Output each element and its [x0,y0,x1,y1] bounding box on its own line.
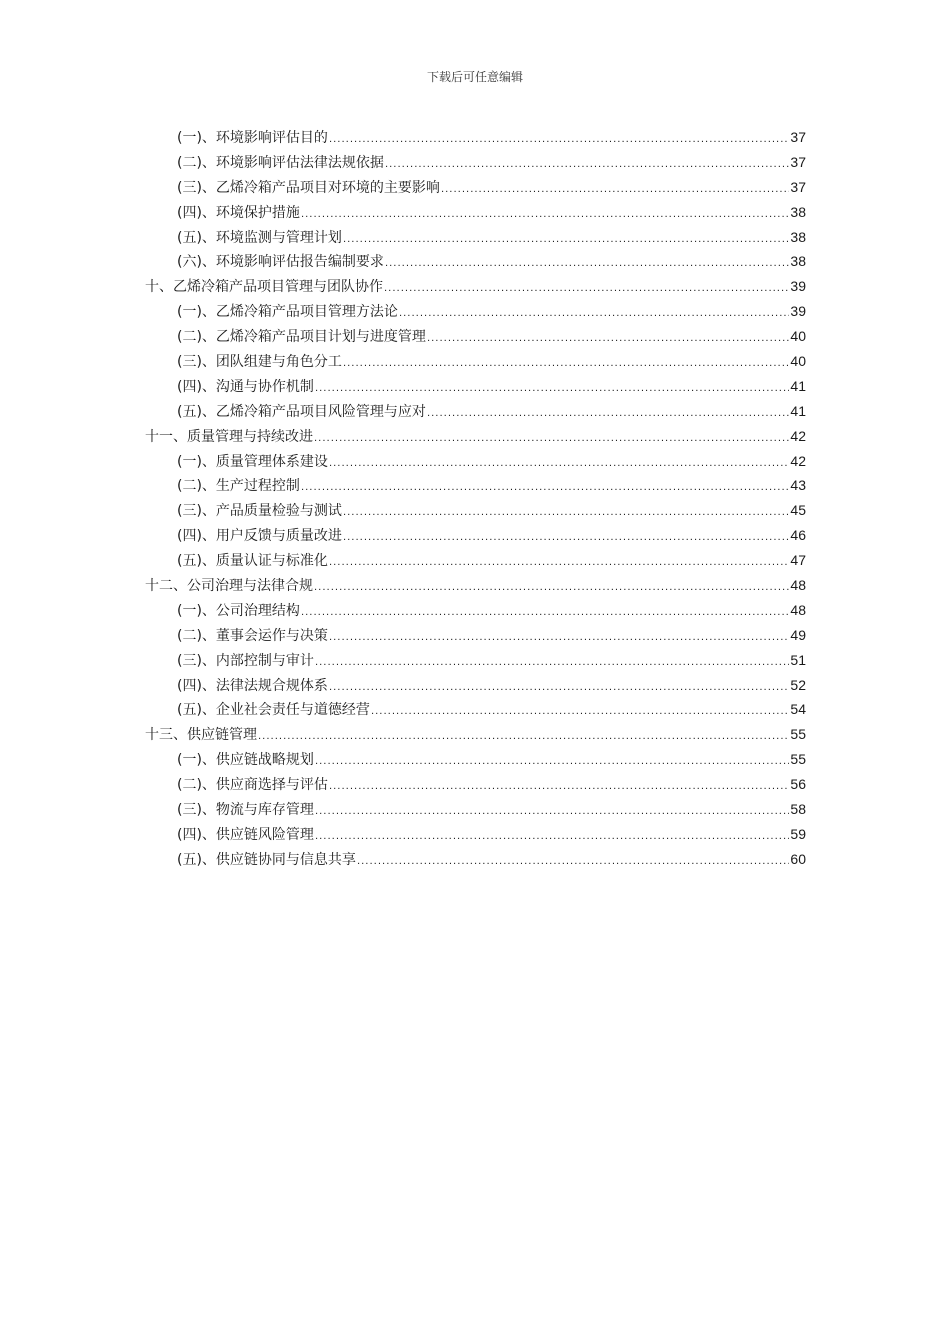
toc-page-number: 40 [790,328,806,345]
toc-page-number: 58 [790,801,806,818]
table-of-contents [145,125,806,872]
toc-dot-leader [329,775,789,800]
toc-dot-leader [343,501,789,526]
toc-dot-leader [343,526,789,551]
toc-entry-title: (五)、环境监测与管理计划 [177,229,342,246]
toc-page-number: 37 [790,153,806,170]
page-header: 下载后可任意编辑 [426,70,523,84]
toc-section-entry[interactable] [145,249,806,274]
toc-entry-title: (二)、乙烯冷箱产品项目计划与进度管理 [177,329,426,346]
toc-section-entry[interactable] [145,822,806,847]
toc-entry-title: (五)、质量认证与标准化 [177,553,328,570]
toc-page-number: 48 [790,601,806,618]
toc-page-number: 41 [790,402,806,419]
toc-entry-title: (五)、供应链协同与信息共享 [177,851,356,868]
toc-section-entry[interactable] [145,125,806,150]
toc-page-number: 56 [790,776,806,793]
toc-section-entry[interactable] [145,747,806,772]
toc-page-number: 43 [790,477,806,494]
toc-entry-title: (四)、用户反馈与质量改进 [177,528,342,545]
toc-dot-leader [301,601,789,626]
toc-page-number: 42 [790,452,806,469]
toc-page-number: 48 [790,577,806,594]
toc-section-entry[interactable] [145,498,806,523]
toc-section-entry[interactable] [145,847,806,872]
toc-entry-title: 十三、供应链管理 [145,727,257,744]
toc-section-entry[interactable] [145,623,806,648]
toc-entry-title: (三)、产品质量检验与测试 [177,503,342,520]
toc-entry-title: (五)、乙烯冷箱产品项目风险管理与应对 [177,403,426,420]
toc-dot-leader [385,252,789,277]
toc-entry-title: (三)、乙烯冷箱产品项目对环境的主要影响 [177,179,440,196]
toc-section-entry[interactable] [145,349,806,374]
toc-chapter-entry[interactable] [145,424,806,449]
toc-dot-leader [315,750,789,775]
toc-page-number: 40 [790,353,806,370]
toc-page-number: 55 [790,726,806,743]
toc-section-entry[interactable] [145,673,806,698]
toc-dot-leader [301,203,789,228]
toc-entry-title: (二)、环境影响评估法律法规依据 [177,154,384,171]
toc-section-entry[interactable] [145,523,806,548]
toc-page-number: 39 [790,278,806,295]
toc-dot-leader [315,377,789,402]
toc-page-number: 39 [790,303,806,320]
toc-page-number: 37 [790,178,806,195]
toc-entry-title: (四)、沟通与协作机制 [177,378,314,395]
toc-entry-title: (五)、企业社会责任与道德经营 [177,702,370,719]
toc-section-entry[interactable] [145,797,806,822]
toc-section-entry[interactable] [145,175,806,200]
toc-entry-title: (六)、环境影响评估报告编制要求 [177,254,384,271]
toc-page-number: 38 [790,203,806,220]
toc-dot-leader [315,825,789,850]
toc-entry-title: (一)、质量管理体系建设 [177,453,328,470]
toc-dot-leader [343,352,789,377]
toc-chapter-entry[interactable] [145,722,806,747]
toc-dot-leader [329,551,789,576]
toc-section-entry[interactable] [145,399,806,424]
toc-section-entry[interactable] [145,648,806,673]
toc-dot-leader [427,327,789,352]
toc-dot-leader [329,452,789,477]
toc-entry-title: (四)、供应链风险管理 [177,826,314,843]
toc-entry-title: (一)、供应链战略规划 [177,752,314,769]
toc-page-number: 37 [790,129,806,145]
toc-chapter-entry[interactable] [145,274,806,299]
toc-dot-leader [329,676,789,701]
toc-dot-leader [384,277,789,302]
toc-dot-leader [385,153,789,178]
toc-dot-leader [258,725,789,750]
toc-entry-title: (四)、环境保护措施 [177,204,300,221]
toc-dot-leader [301,476,789,501]
toc-entry-title: (二)、董事会运作与决策 [177,627,328,644]
toc-page-number: 45 [790,502,806,519]
toc-dot-leader [441,178,789,203]
toc-entry-title: (四)、法律法规合规体系 [177,677,328,694]
toc-entry-title: (三)、物流与库存管理 [177,802,314,819]
toc-section-entry[interactable] [145,200,806,225]
toc-page-number: 49 [790,626,806,643]
toc-dot-leader [315,800,789,825]
toc-section-entry[interactable] [145,473,806,498]
toc-entry-title: (二)、生产过程控制 [177,478,300,495]
toc-entry-title: (一)、环境影响评估目的 [177,130,328,146]
toc-dot-leader [371,700,789,725]
toc-section-entry[interactable] [145,299,806,324]
toc-page-number: 51 [790,651,806,668]
toc-page-number: 42 [790,427,806,444]
toc-page-number: 55 [790,751,806,768]
toc-section-entry[interactable] [145,598,806,623]
toc-page-number: 52 [790,676,806,693]
toc-section-entry[interactable] [145,374,806,399]
toc-section-entry[interactable] [145,225,806,250]
toc-dot-leader [315,651,789,676]
toc-dot-leader [357,850,789,875]
toc-entry-title: (三)、内部控制与审计 [177,652,314,669]
toc-dot-leader [399,302,789,327]
toc-page-number: 47 [790,552,806,569]
toc-section-entry[interactable] [145,697,806,722]
toc-entry-title: (一)、乙烯冷箱产品项目管理方法论 [177,304,398,321]
toc-entry-title: (二)、供应商选择与评估 [177,777,328,794]
toc-dot-leader [427,402,789,427]
toc-page-number: 54 [790,701,806,718]
toc-dot-leader [343,228,789,253]
toc-entry-title: (一)、公司治理结构 [177,602,300,619]
toc-page-number: 46 [790,527,806,544]
toc-section-entry[interactable] [145,150,806,175]
toc-dot-leader [314,427,789,452]
toc-chapter-entry[interactable] [145,573,806,598]
toc-page-number: 60 [790,850,806,867]
toc-entry-title: 十一、质量管理与持续改进 [145,428,313,445]
toc-page-number: 38 [790,253,806,270]
toc-page-number: 41 [790,377,806,394]
toc-page-number: 38 [790,228,806,245]
toc-section-entry[interactable] [145,548,806,573]
toc-section-entry[interactable] [145,449,806,474]
toc-dot-leader [329,626,789,651]
toc-section-entry[interactable] [145,772,806,797]
toc-page-number: 59 [790,825,806,842]
toc-entry-title: (三)、团队组建与角色分工 [177,354,342,371]
toc-entry-title: 十、乙烯冷箱产品项目管理与团队协作 [145,279,383,296]
toc-dot-leader [329,128,789,153]
toc-section-entry[interactable] [145,324,806,349]
toc-entry-title: 十二、公司治理与法律合规 [145,578,313,595]
toc-dot-leader [314,576,789,601]
